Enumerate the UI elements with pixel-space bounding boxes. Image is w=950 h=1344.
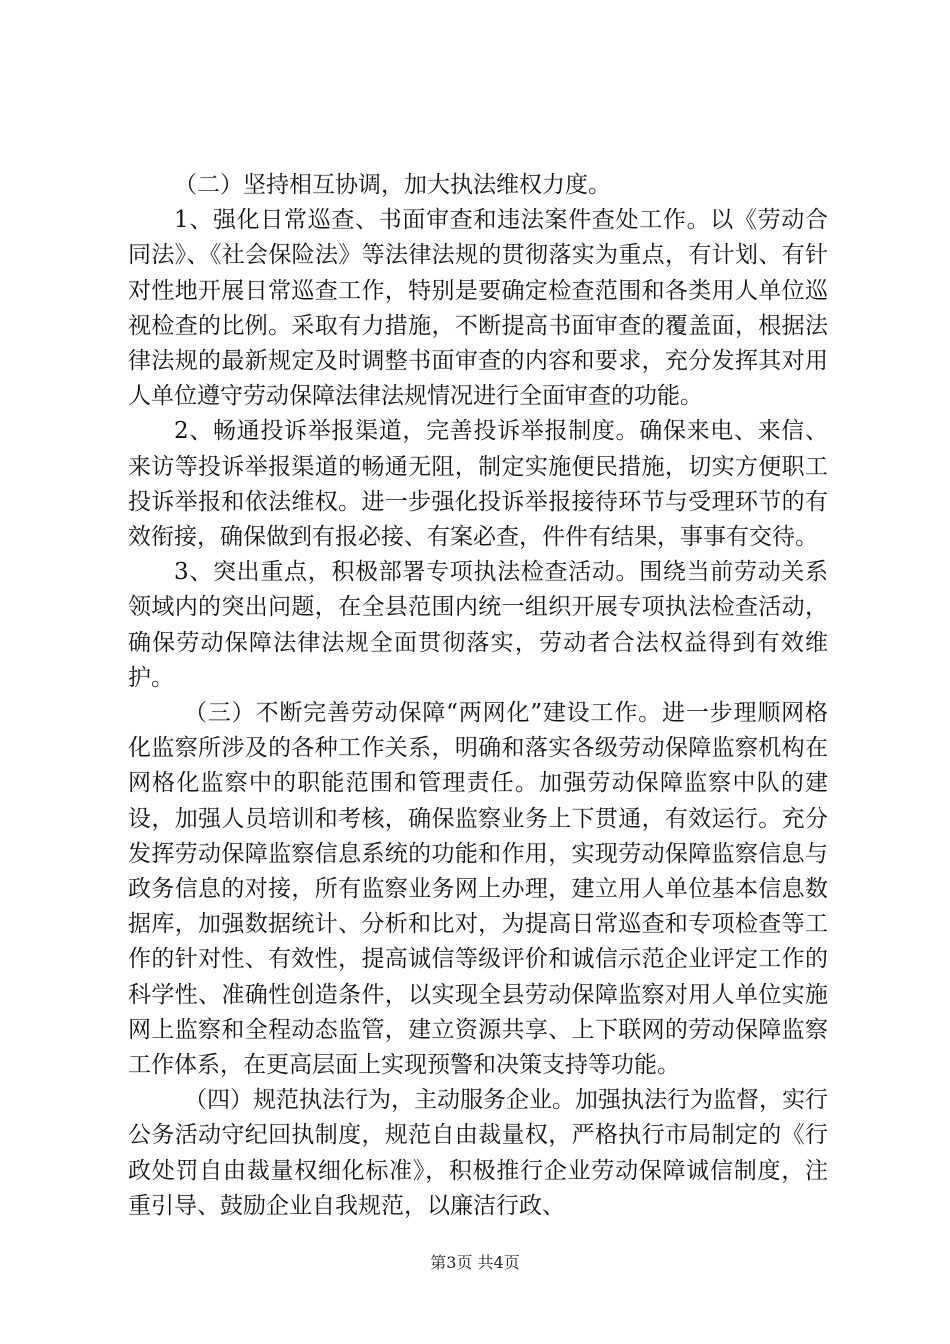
section-heading-two: （二）坚持相互协调，加大执法维权力度。	[174, 172, 611, 198]
paragraph-section-three: （三）不断完善劳动保障“两网化”建设工作。进一步理顺网格化监察所涉及的各种工作关系，明确和落实各级劳动保障监察机构在网格化监察中的职能范围和管理责任。加强劳动保障监察中队的建设，加强人员培训和考核，确保监察业务上下贯通，有效运行。充分发挥劳动保障监察信息系统的功能和作用，实现劳动保障监察信息与政务信息的对接，所有监察业务网上办理，建立用人单位基本信息数据库，加强数据统计、分析和比对，为提高日常巡查和专项检查等工作的针对性、有效性，提高诚信等级评价和诚信示范企业评定工作的科学性、准确性创造条件，以实现全县劳动保障监察对用人单位实施网上监察和全程动态监管，建立资源共享、上下联网的劳动保障监察工作体系，在更高层面上实现预警和决策支持等功能。	[128, 700, 828, 1079]
paragraph-section-four: （四）规范执法行为，主动服务企业。加强执法行为监督，实行公务活动守纪回执制度，规范自由裁量权，严格执行市局制定的《行政处罚自由裁量权细化标准》，积极推行企业劳动保障诚信制度，注重引导、鼓励企业自我规范，以廉洁行政、	[128, 1087, 828, 1219]
paragraph-item-1: 1、强化日常巡查、书面审查和违法案件查处工作。以《劳动合同法》、《社会保险法》等法律法规的贯彻落实为重点，有计划、有针对性地开展日常巡查工作，特别是要确定检查范围和各类用人单位巡视检查的比例。采取有力措施，不断提高书面审查的覆盖面，根据法律法规的最新规定及时调整书面审查的内容和要求，充分发挥其对用人单位遵守劳动保障法律法规情况进行全面审查的功能。	[128, 207, 828, 410]
document-body	[128, 168, 828, 1224]
paragraph-item-2: 2、畅通投诉举报渠道，完善投诉举报制度。确保来电、来信、来访等投诉举报渠道的畅通无阻，制定实施便民措施，切实方便职工投诉举报和依法维权。进一步强化投诉举报接待环节与受理环节的有效衔接，确保做到有报必接、有案必查，件件有结果，事事有交待。	[128, 418, 828, 551]
page-footer: 第3页 共4页	[430, 1253, 520, 1272]
paragraph-item-3: 3、突出重点，积极部署专项执法检查活动。围绕当前劳动关系领域内的突出问题，在全县范围内统一组织开展专项执法检查活动，确保劳动保障法律法规全面贯彻落实，劳动者合法权益得到有效维护。	[128, 559, 828, 691]
